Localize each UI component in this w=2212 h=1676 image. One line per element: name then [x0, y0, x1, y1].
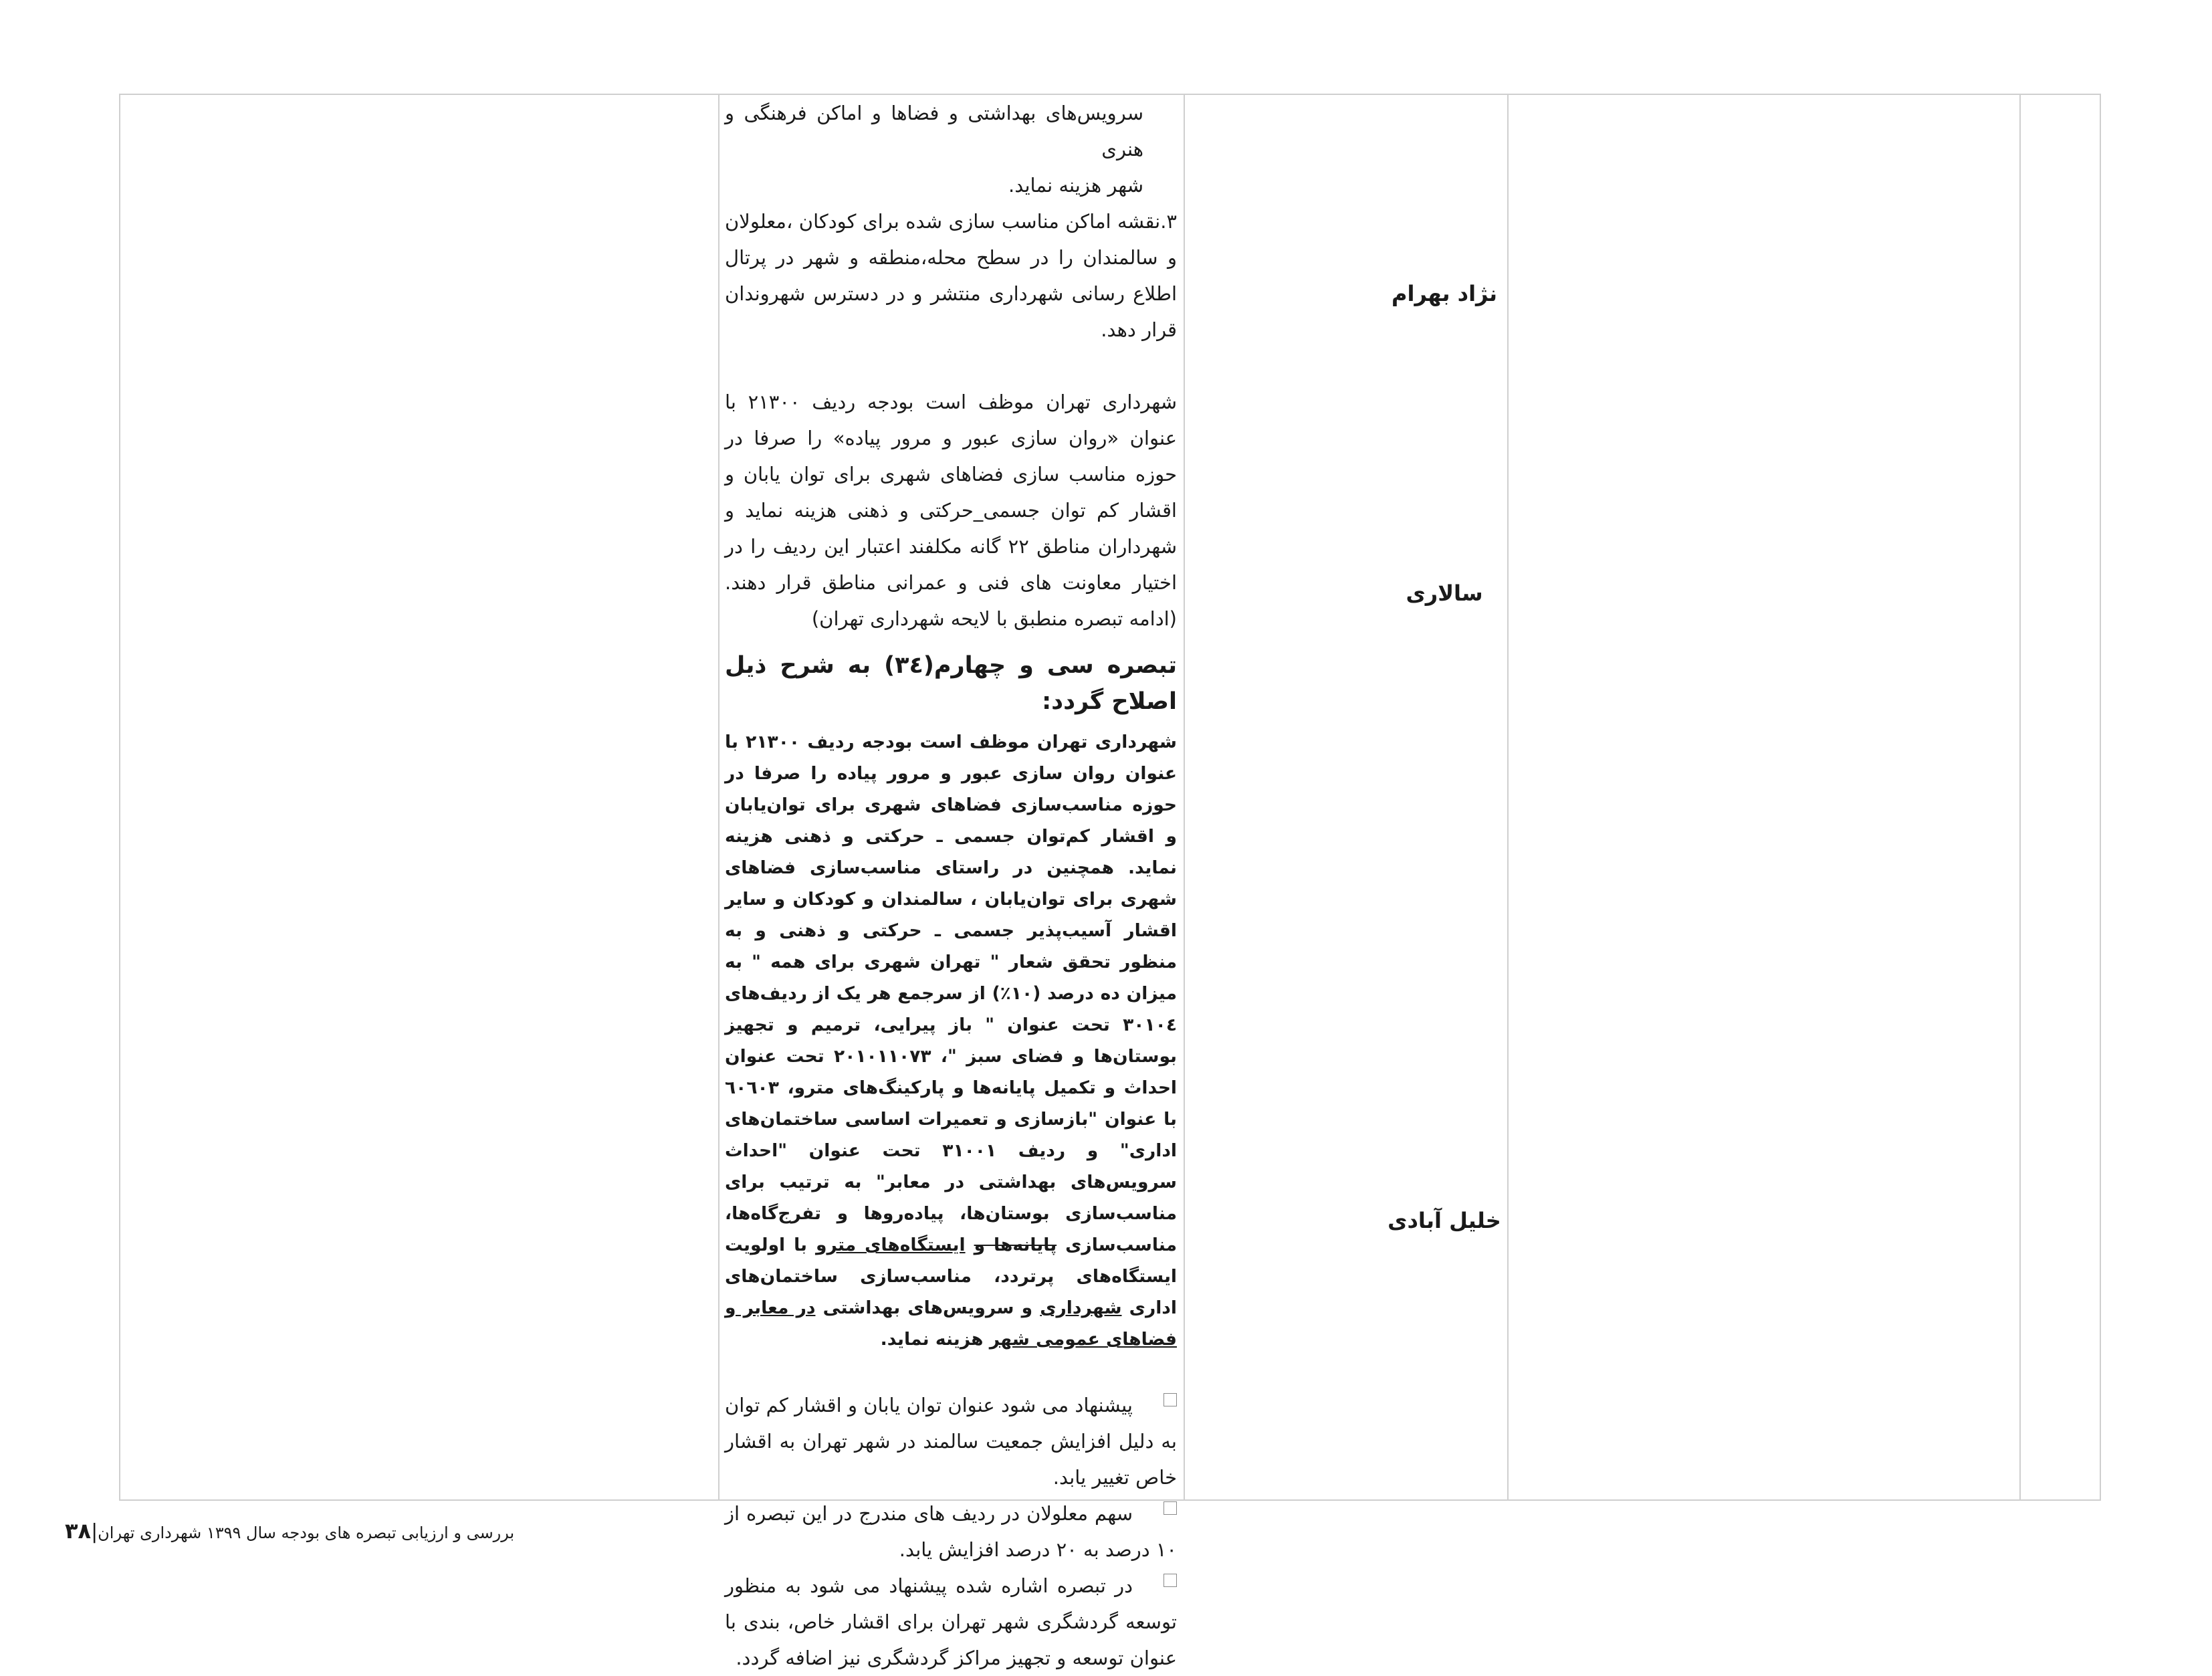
suggestion-item: در تبصره اشاره شده پیشنهاد می شود به منظور توسعه گردشگری شهر تهران برای اقشار خاص، بندی با عنوان توسعه و تجهیز مراکز گردشگری نیز اضافه گردد.: [725, 1574, 1177, 1669]
page-number: ۳۸: [65, 1518, 92, 1544]
checkbox-bullet-icon: [1164, 1501, 1177, 1515]
amendment-heading: تبصره سی و چهارم(۳٤) به شرح ذیل اصلاح گردد:: [725, 652, 1177, 715]
inserted-text: ایستگاه‌های مترو: [815, 1235, 966, 1255]
footer-separator: |: [91, 1520, 98, 1544]
continued-line: سرویس‌های بهداشتی و فضاها و اماکن فرهنگی و هنری: [725, 102, 1143, 161]
original-note-paragraph: شهرداری تهران موظف است بودجه ردیف ۲۱۳۰۰ با عنوان «روان سازی عبور و مرور پیاده» را صرفا در حوزه مناسب سازی فضاهای شهری برای توان یابان و اقشار کم توان جسمی_حرکتی و ذهنی هزینه نماید و شهرداران مناطق ۲۲ گانه مکلفند اعتبار این ردیف را در اختیار معاونت های فنی و عمرانی مناطق قرار دهند.(ادامه تبصره منطبق با لایحه شهرداری تهران): [725, 391, 1177, 630]
struck-text: پایانه‌ها و: [974, 1235, 1057, 1255]
footer-title: بررسی و ارزیابی تبصره های بودجه سال ۱۳۹۹ شهرداری تهران: [98, 1524, 515, 1542]
row-name-khalil-abadi: خلیل آبادی: [1388, 1208, 1501, 1233]
row-name-nejad-bahram: نژاد بهرام: [1392, 281, 1497, 306]
column-divider: [718, 95, 720, 1499]
inserted-text: در معابر و فضاهای عمومی شهر: [725, 1297, 1177, 1350]
column-divider: [2019, 95, 2021, 1499]
amended-note-paragraph: شهرداری تهران موظف است بودجه ردیف ۲۱۳۰۰ با عنوان روان سازی عبور و مرور پیاده را صرفا در حوزه مناسب‌سازی فضاهای شهری برای توان‌یابان و اقشار کم‌توان جسمی ـ حرکتی و ذهنی هزینه نماید. همچنین در راستای مناسب‌سازی فضاهای شهری برای توان‌یابان ، سالمندان و کودکان و سایر اقشار آسیب‌پذیر جسمی ـ حرکتی و ذهنی و به منظور تحقق شعار " تهران شهری برای همه " به میزان ده درصد (۱۰٪) از سرجمع هر یک از ردیف‌های ۳۰۱۰٤ تحت عنوان " باز پیرایی، ترمیم و تجهیز بوستان‌ها و فضای سبز "، ۲۰۱۰۱۱۰۷۳ تحت عنوان احداث و تکمیل پایانه‌ها و پارکینگ‌های مترو، ٦۰٦۰۳ با عنوان "بازسازی و تعمیرات اساسی ساختمان‌های اداری" و ردیف ۳۱۰۰۱ تحت عنوان "احداث سرویس‌های بهداشتی در معابر" به ترتیب برای مناسب‌سازی بوستان‌ها، پیاده‌روها و تفرج‌گاه‌ها، مناسب‌سازی پایانه‌ها و ایستگاه‌های مترو با اولویت ایستگاه‌های پرتردد، مناسب‌سازی ساختمان‌های اداری شهرداری و سرویس‌های بهداشتی در معابر و فضاهای عمومی شهر هزینه نماید.: [725, 732, 1178, 1350]
checkbox-bullet-icon: [1164, 1574, 1177, 1587]
page-footer: [65, 1518, 514, 1544]
column-divider: [1184, 95, 1185, 1499]
inserted-text: شهرداری: [1040, 1297, 1122, 1318]
suggestion-item: پیشنهاد می شود عنوان توان یابان و اقشار کم توان به دلیل افزایش جمعیت سالمند در شهر تهران به اقشار خاص تغییر یابد.: [725, 1394, 1177, 1489]
continued-line: شهر هزینه نماید.: [1008, 174, 1143, 197]
item-3-paragraph: ۳.نقشه اماکن مناسب سازی شده برای کودکان ،معلولان و سالمندان را در سطح محله،منطقه و شهر در پرتال اطلاع رسانی شهرداری منتشر و در دسترس شهروندان قرار دهد.: [725, 210, 1177, 341]
suggestion-item: سهم معلولان در ردیف های مندرج در این تبصره از ۱۰ درصد به ۲۰ درصد افزایش یابد.: [725, 1502, 1177, 1561]
row-name-salari: سالاری: [1406, 581, 1483, 606]
note-text-cell: [725, 95, 1177, 1676]
checkbox-bullet-icon: [1164, 1393, 1177, 1406]
